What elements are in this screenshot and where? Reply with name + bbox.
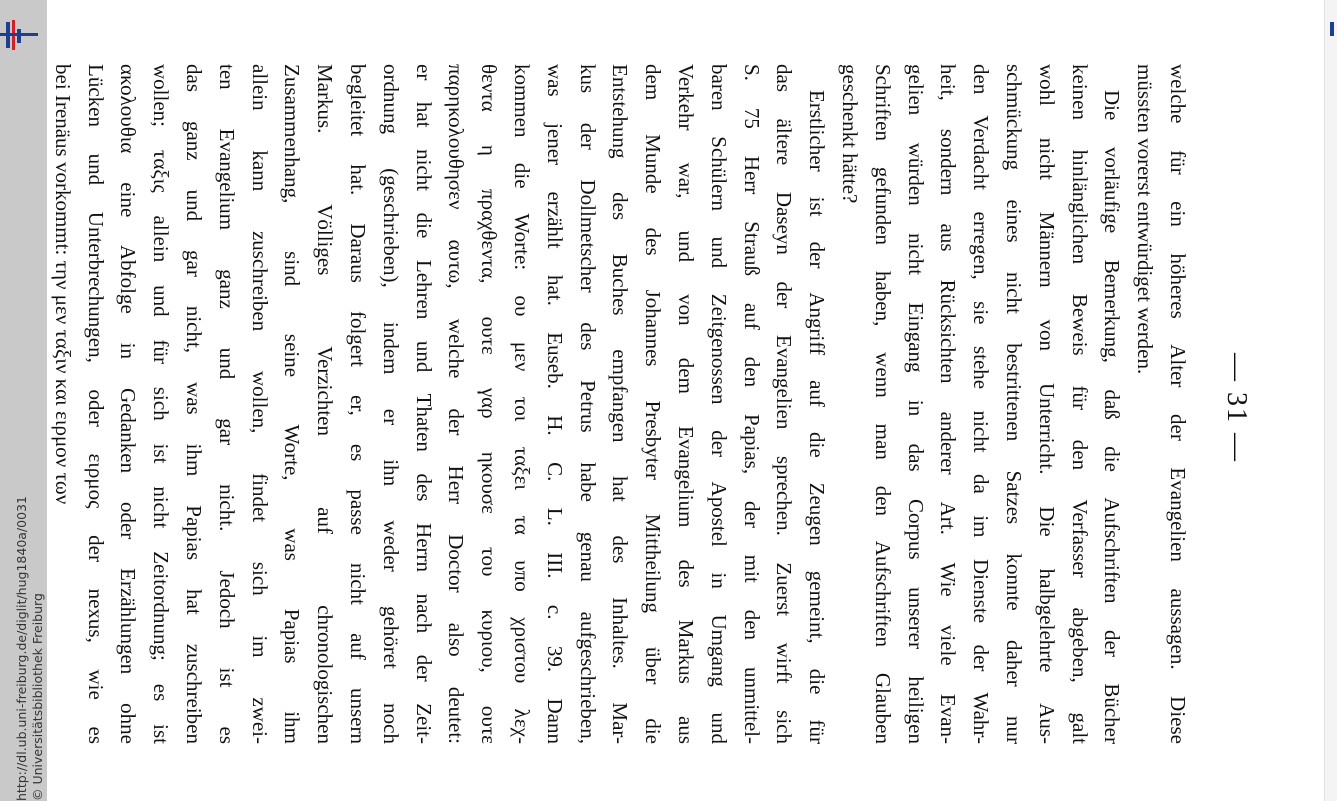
text-line: ordnung (geschrieben), indem er ihn weder gehöret noch xyxy=(378,64,403,744)
text-line: müssten vorerst entwürdiget werden. xyxy=(1133,64,1158,375)
text-line: ακολουθια eine Abfolge in Gedanken oder Erzählungen ohne xyxy=(116,64,141,744)
text-line: welche für ein höheres Alter der Evangelien aussagen. Diese xyxy=(1166,64,1190,744)
text-line: Die vorläufige Bemerkung, daß die Aufschriften der Bücher xyxy=(1100,90,1125,744)
page-marker-icon xyxy=(1330,22,1334,36)
page-number: — 31 — xyxy=(1221,353,1252,463)
text-line: bei Irenäus vorkommt: την μεν ταξιν και ειρμον των xyxy=(50,64,75,505)
text-line: wollen; ταξις allein und für sich ist nicht Zeitordnung; es ist xyxy=(149,64,174,744)
text-line: wohl nicht Männern von Unterricht. Die halbgelehrte Aus- xyxy=(1034,64,1059,744)
text-line: Erstlicher ist der Angriff auf die Zeugen gemeint, die für xyxy=(805,90,830,744)
text-line: Zusammenhang, sind seine Worte, was Papias ihm xyxy=(280,64,305,744)
text-line: das ältere Daseyn der Evangelien sprechen. Zuerst wirft sich xyxy=(772,64,797,744)
text-line: baren Schülern und Zeitgenossen der Apostel in Umgang und xyxy=(706,64,731,744)
text-line: Lücken und Unterbrechungen, oder ειρμος der nexus, wie es xyxy=(83,64,108,744)
scanned-page xyxy=(47,0,1325,801)
margin-citation xyxy=(14,0,46,801)
text-line: begleitet hat. Daraus folgert er, es passe nicht auf unsern xyxy=(346,64,371,744)
page-text xyxy=(46,64,1194,744)
text-line: kommen die Worte: ου μεν τοι ταξει τα υπο χριστου λεχ- xyxy=(510,64,535,744)
text-line: er hat nicht die Lehren und Thaten des Herrn nach der Zeit- xyxy=(411,64,436,744)
text-line: παρηκολουθησεν αυτω, welche der Herr Doctor also deutet: xyxy=(444,64,469,744)
text-line: das ganz und gar nicht, was ihm Papias hat zuschreiben xyxy=(182,64,207,744)
text-line: gelien würden nicht Eingang in das Corpus unserer heiligen xyxy=(903,64,928,744)
text-line: keinen hinlänglichen Beweis für den Verfasser abgeben, galt xyxy=(1067,64,1092,744)
text-line: S. 75 Herr Strauß auf den Papias, der mit den unmittel- xyxy=(739,64,764,744)
margin-copyright: © Universitätsbibliothek Freiburg xyxy=(30,593,45,801)
text-line: geschenkt hätte? xyxy=(838,64,863,204)
text-line: schmückung eines nicht bestrittenen Satzes konnte daher nur xyxy=(1002,64,1027,744)
text-line: was jener erzählt hat. Euseb. H. C. L. III. c. 39. Dann xyxy=(542,64,567,744)
text-line: Verkehr war, und von dem Evangelium des Markus aus xyxy=(674,64,699,744)
text-line: ten Evangelium ganz und gar nicht. Jedoch ist es xyxy=(214,64,239,744)
text-line: Entstehung des Buches empfangen hat des Inhaltes. Mar- xyxy=(608,64,633,744)
text-line: kus der Dollmetscher des Petrus habe genau aufgeschrieben, xyxy=(575,64,600,744)
viewer-right-edge xyxy=(1324,0,1337,801)
text-line: Schriften gefunden haben, wenn man den Aufschriften Glauben xyxy=(870,64,895,744)
text-line: den Verdacht erregen, sie stehe nicht da im Dienste der Wahr- xyxy=(969,64,994,744)
text-line: θεντα η πραχθεντα, ουτε γαρ ηκουσε του κυριου, ουτε xyxy=(477,64,502,744)
text-line: dem Munde des Johannes Presbyter Mittheilung über die xyxy=(641,64,666,744)
rotated-page-content xyxy=(50,58,1252,758)
text-line: allein kann zuschreiben wollen, findet sich im zwei- xyxy=(247,64,272,744)
viewer-sidebar xyxy=(0,0,47,801)
text-line: heit, sondern aus Rücksichten anderer Art. Wie viele Evan- xyxy=(936,64,961,744)
margin-url[interactable]: http://dl.ub.uni-freiburg.de/diglit/hug1840a/0031 xyxy=(14,496,29,801)
text-line: Markus. Völliges Verzichten auf chronologischen xyxy=(313,64,338,744)
